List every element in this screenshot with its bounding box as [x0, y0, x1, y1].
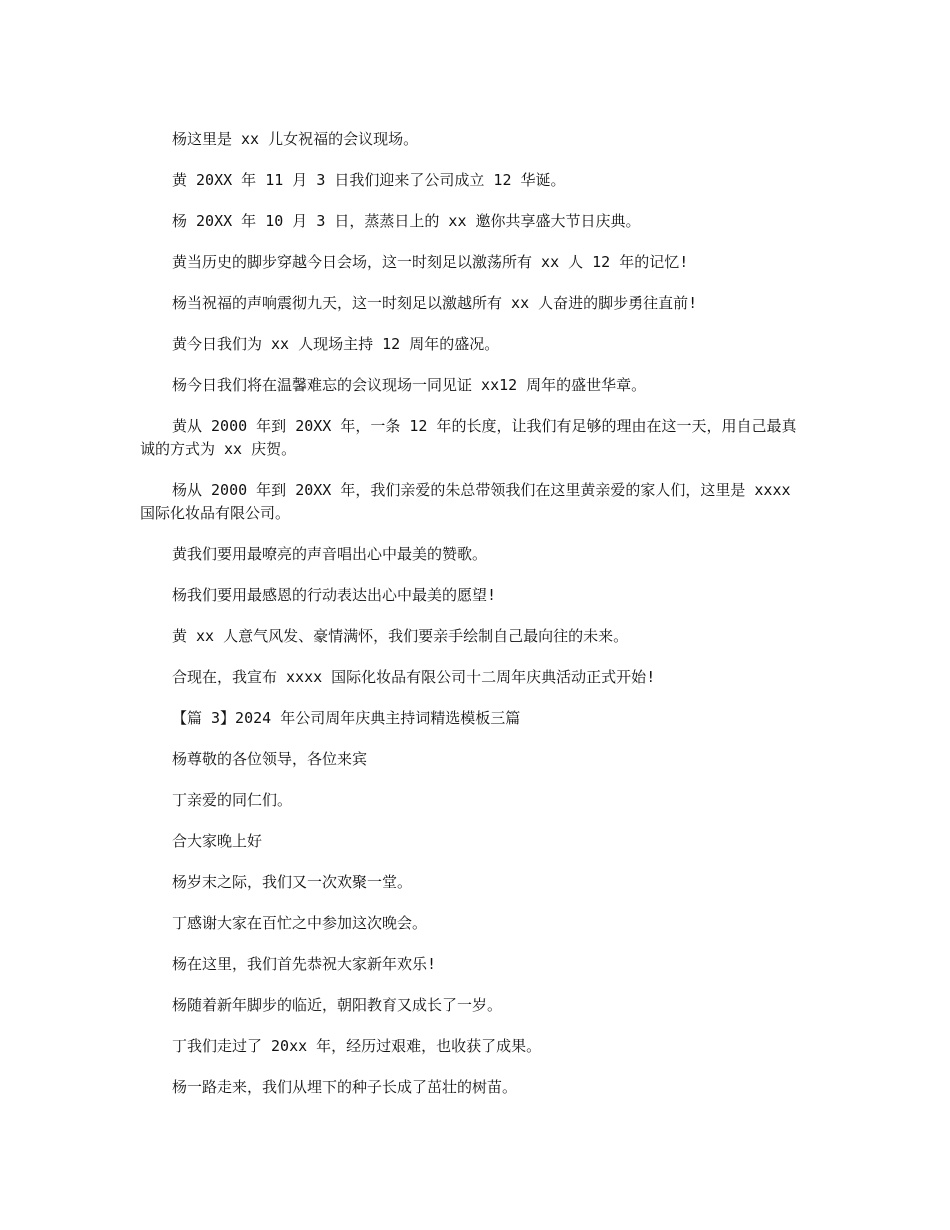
paragraph: 合现在，我宣布 xxxx 国际化妆品有限公司十二周年庆典活动正式开始! [172, 668, 656, 686]
paragraph: 黄当历史的脚步穿越今日会场，这一时刻足以激荡所有 xx 人 12 年的记忆! [172, 253, 689, 271]
paragraph: 杨当祝福的声响震彻九天，这一时刻足以激越所有 xx 人奋进的脚步勇往直前! [172, 294, 698, 312]
paragraph: 丁亲爱的同仁们。 [172, 791, 293, 809]
paragraph: 杨一路走来，我们从埋下的种子长成了茁壮的树苗。 [172, 1078, 518, 1096]
paragraph: 丁我们走过了 20xx 年，经历过艰难，也收获了成果。 [172, 1037, 542, 1055]
paragraph: 杨我们要用最感恩的行动表达出心中最美的愿望! [172, 586, 497, 604]
paragraph: 杨在这里，我们首先恭祝大家新年欢乐! [172, 955, 437, 973]
paragraph: 杨随着新年脚步的临近，朝阳教育又成长了一岁。 [172, 996, 503, 1014]
paragraph: 杨尊敬的各位领导，各位来宾 [172, 750, 368, 768]
paragraph: 杨岁末之际，我们又一次欢聚一堂。 [172, 873, 413, 891]
paragraph: 黄今日我们为 xx 人现场主持 12 周年的盛况。 [172, 335, 500, 353]
paragraph: 黄我们要用最嘹亮的声音唱出心中最美的赞歌。 [172, 545, 488, 563]
paragraph: 黄 20XX 年 11 月 3 日我们迎来了公司成立 12 华诞。 [172, 171, 566, 189]
paragraph: 杨从 2000 年到 20XX 年，我们亲爱的朱总带领我们在这里黄亲爱的家人们，这里是 xxxx 国际化妆品有限公司。 [140, 481, 791, 522]
paragraph: 黄从 2000 年到 20XX 年，一条 12 年的长度，让我们有足够的理由在这一天，用自己最真诚的方式为 xx 庆贺。 [140, 417, 797, 458]
section-heading: 【篇 3】2024 年公司周年庆典主持词精选模板三篇 [172, 709, 521, 727]
paragraph: 杨今日我们将在温馨难忘的会议现场一同见证 xx12 周年的盛世华章。 [172, 376, 647, 394]
paragraph: 杨这里是 xx 儿女祝福的会议现场。 [172, 130, 419, 148]
paragraph: 杨 20XX 年 10 月 3 日，蒸蒸日上的 xx 邀你共享盛大节日庆典。 [172, 212, 641, 230]
paragraph: 合大家晚上好 [172, 832, 263, 850]
paragraph: 黄 xx 人意气风发、豪情满怀，我们要亲手绘制自己最向往的未来。 [172, 627, 629, 645]
document-body [140, 128, 800, 1117]
paragraph: 丁感谢大家在百忙之中参加这次晚会。 [172, 914, 428, 932]
